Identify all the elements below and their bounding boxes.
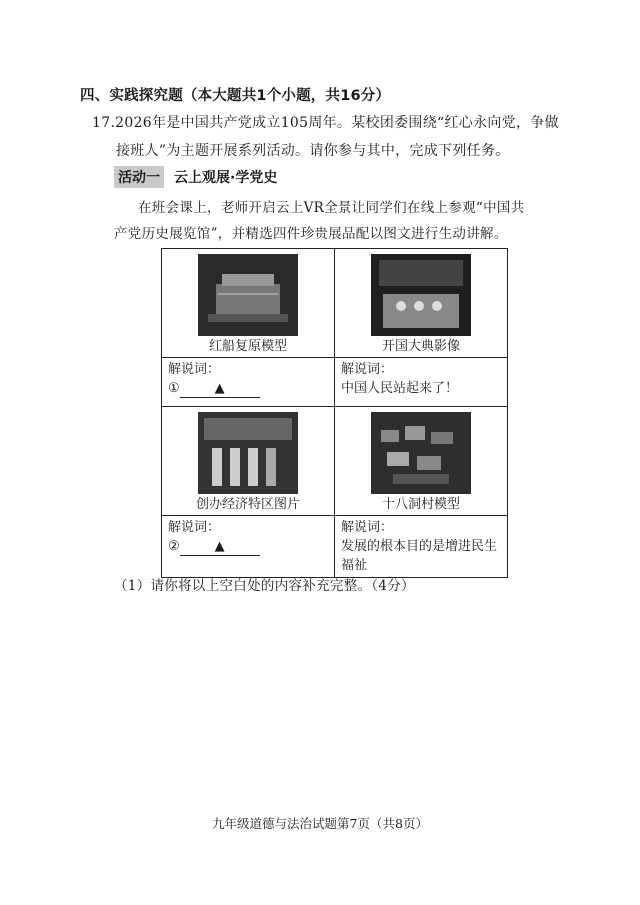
answer-blank[interactable]: ▲ xyxy=(180,539,260,556)
blank-marker: ② xyxy=(168,539,180,554)
special-economic-zone-photo xyxy=(198,412,298,494)
answer-blank[interactable]: ▲ xyxy=(180,381,260,398)
exhibit-caption: 开国大典影像 xyxy=(381,339,460,354)
narration-cell xyxy=(162,358,335,407)
activity-tag: 活动一 xyxy=(114,166,164,188)
sub-question: （1）请你将以上空白处的内容补充完整。（4分） xyxy=(114,578,415,594)
narration-blank xyxy=(168,537,328,556)
red-boat-model-photo xyxy=(198,254,298,336)
exhibit-image-cell xyxy=(162,407,335,516)
exhibit-caption: 十八洞村模型 xyxy=(381,497,460,512)
exhibit-image-cell xyxy=(162,249,335,358)
activity-intro-line2: 产党历史展览馆”，并精选四件珍贵展品配以图文进行生动讲解。 xyxy=(114,226,508,242)
narration-blank xyxy=(168,379,328,398)
narration-text: 发展的根本目的是增进民生福祉 xyxy=(341,539,498,573)
narration-label: 解说词： xyxy=(168,362,221,377)
shibadong-village-model-photo xyxy=(371,412,471,494)
exhibit-table xyxy=(161,248,508,578)
exhibit-image-cell xyxy=(335,407,508,516)
narration-cell xyxy=(335,516,508,578)
question-text-line1: 17.2026年是中国共产党成立105周年。某校团委围绕“红心永向党，争做 xyxy=(92,115,559,131)
narration-label: 解说词： xyxy=(341,520,394,535)
section-title: 四、实践探究题（本大题共1个小题，共16分） xyxy=(80,88,391,104)
narration-text: 中国人民站起来了！ xyxy=(341,381,459,396)
narration-label: 解说词： xyxy=(168,520,221,535)
blank-marker: ① xyxy=(168,381,180,396)
activity-heading xyxy=(114,166,277,188)
exhibit-image-cell xyxy=(335,249,508,358)
exhibit-caption: 创办经济特区图片 xyxy=(195,497,300,512)
activity-title: 云上观展·学党史 xyxy=(174,170,278,186)
narration-cell xyxy=(335,358,508,407)
activity-intro-line1: 在班会课上，老师开启云上VR全景让同学们在线上参观“中国共 xyxy=(138,200,525,216)
narration-cell xyxy=(162,516,335,578)
page-footer: 九年级道德与法治试题第7页（共8页） xyxy=(212,816,428,831)
exhibit-caption: 红船复原模型 xyxy=(208,339,287,354)
narration-label: 解说词： xyxy=(341,362,394,377)
founding-ceremony-photo xyxy=(371,254,471,336)
question-text-line2: 接班人”为主题开展系列活动。请你参与其中，完成下列任务。 xyxy=(116,143,510,159)
